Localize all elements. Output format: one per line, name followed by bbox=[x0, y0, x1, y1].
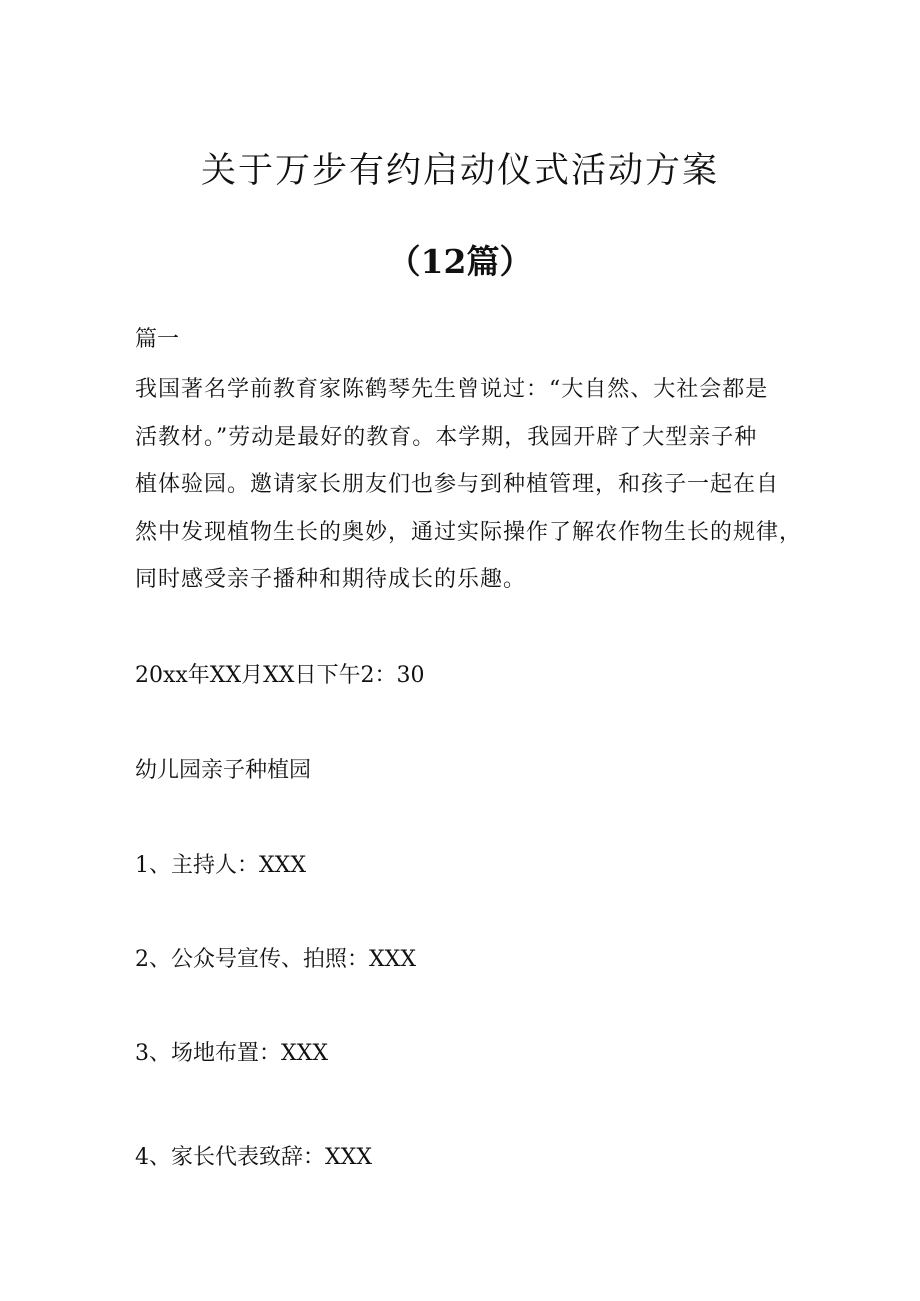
document-title: 关于万步有约启动仪式活动方案 bbox=[200, 151, 719, 191]
paragraph-line: 我国著名学前教育家陈鹤琴先生曾说过：“大自然、大社会都是 bbox=[135, 377, 769, 402]
paragraph-line: 活教材。”劳动是最好的教育。本学期，我园开辟了大型亲子种 bbox=[135, 424, 758, 450]
paragraph-line: 同时感受亲子播种和期待成长的乐趣。 bbox=[135, 567, 527, 592]
intro-paragraph bbox=[135, 366, 807, 604]
paragraph-line: 植体验园。邀请家长朋友们也参与到种植管理，和孩子一起在自 bbox=[135, 472, 780, 497]
document-subtitle: （12篇） bbox=[387, 242, 533, 281]
list-item: 2、公众号宣传、拍照：XXX bbox=[135, 947, 416, 972]
list-item: 1、主持人：XXX bbox=[135, 853, 306, 878]
section-heading: 篇一 bbox=[135, 327, 180, 352]
place-line: 幼儿园亲子种植园 bbox=[135, 758, 312, 783]
list-item: 3、场地布置：XXX bbox=[135, 1041, 328, 1066]
list-item: 4、家长代表致辞：XXX bbox=[135, 1145, 372, 1170]
paragraph-line: 然中发现植物生长的奥妙，通过实际操作了解农作物生长的规律， bbox=[135, 519, 803, 545]
time-line: 20xx年XX月XX日下午2：30 bbox=[135, 663, 425, 688]
